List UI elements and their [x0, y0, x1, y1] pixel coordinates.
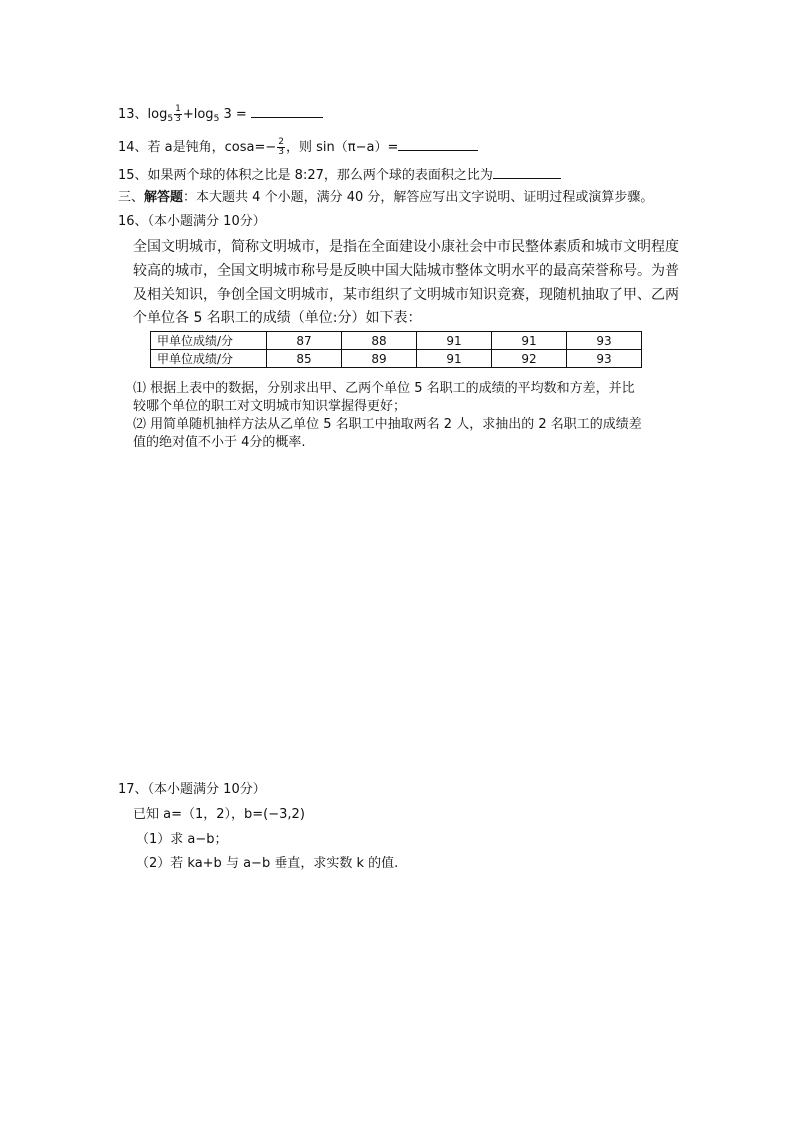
- question-16-header: 16、（本小题满分 10分）: [118, 214, 266, 229]
- table-cell: 87: [267, 332, 342, 350]
- answer-blank-13: [251, 104, 323, 118]
- question-17-header: 17、（本小题满分 10分）: [118, 782, 266, 797]
- question-16-para-line-3: 及相关知识，争创全国文明城市，某市组织了文明城市知识竞赛，现随机抽取了甲、乙两: [133, 287, 679, 303]
- question-16-para-line-1: 全国文明城市，简称文明城市，是指在全面建设小康社会中市民整体素质和城市文明程度: [133, 239, 679, 255]
- fraction-numerator: 2: [278, 137, 285, 147]
- fraction-one-third: [174, 105, 182, 124]
- answer-blank-15: [493, 165, 561, 179]
- question-16-part-2-line-1: ⑵ 用简单随机抽样方法从乙单位 5 名职工中抽取两名 2 人，求抽出的 2 名职工的成绩差: [133, 417, 642, 432]
- log-base-2: 5: [213, 114, 220, 124]
- score-table: [150, 331, 642, 368]
- question-13-number: 13、: [118, 107, 148, 122]
- question-16-part-1-line-2: 较哪个单位的职工对文明城市知识掌握得更好；: [133, 399, 407, 414]
- log-base: 5: [167, 114, 174, 124]
- table-cell: 91: [492, 332, 567, 350]
- section-3-heading: [118, 189, 653, 207]
- log-argument: 3 =: [223, 107, 247, 122]
- question-16-para-line-2: 较高的城市，全国文明城市称号是反映中国大陆城市整体文明水平的最高荣誉称号。为普: [133, 263, 679, 279]
- question-16-para-line-4: 个单位各 5 名职工的成绩（单位:分）如下表：: [133, 310, 422, 326]
- answer-blank-14: [398, 137, 478, 151]
- table-cell: 85: [267, 350, 342, 368]
- log-text: log: [147, 107, 168, 122]
- section-3-instructions: ：本大题共 4 个小题，满分 40 分，解答应写出文字说明、证明过程或演算步骤。: [183, 190, 654, 205]
- fraction-two-thirds: [277, 138, 285, 157]
- table-row: [151, 332, 642, 350]
- table-cell: 91: [417, 332, 492, 350]
- fraction-denominator: 3: [278, 147, 285, 157]
- question-16-part-2-line-2: 值的绝对值不小于 4分的概率.: [133, 435, 306, 450]
- table-cell: 88: [342, 332, 417, 350]
- question-17-given: 已知 a=（1，2），b=(−3,2): [133, 807, 305, 822]
- plus-log-text: +log: [182, 107, 214, 122]
- table-cell: 89: [342, 350, 417, 368]
- question-16-part-1-line-1: ⑴ 根据上表中的数据，分别求出甲、乙两个单位 5 名职工的成绩的平均数和方差，并比: [133, 381, 635, 396]
- section-3-title: 解答题: [144, 190, 184, 205]
- row-label: 甲单位成绩/分: [151, 350, 267, 368]
- question-13: [118, 104, 323, 128]
- table-cell: 93: [567, 350, 642, 368]
- table-cell: 91: [417, 350, 492, 368]
- question-17-part-2: （2）若 ka+b 与 a−b 垂直，求实数 k 的值.: [136, 856, 399, 871]
- fraction-numerator: 1: [175, 104, 181, 114]
- question-15-text: 15、如果两个球的体积之比是 8:27，那么两个球的表面积之比为: [118, 168, 493, 183]
- question-17-part-1: （1）求 a−b；: [136, 832, 228, 847]
- question-14-text-b: ，则 sin（π−a）=: [286, 140, 399, 155]
- question-14: [118, 137, 478, 157]
- table-cell: 92: [492, 350, 567, 368]
- table-cell: 93: [567, 332, 642, 350]
- section-3-prefix: 三、: [118, 190, 145, 205]
- question-14-text-a: 14、若 a是钝角，cosa=−: [118, 140, 277, 155]
- fraction-denominator: 3: [175, 114, 181, 124]
- row-label: 甲单位成绩/分: [151, 332, 267, 350]
- table-row: [151, 350, 642, 368]
- question-15: [118, 165, 561, 185]
